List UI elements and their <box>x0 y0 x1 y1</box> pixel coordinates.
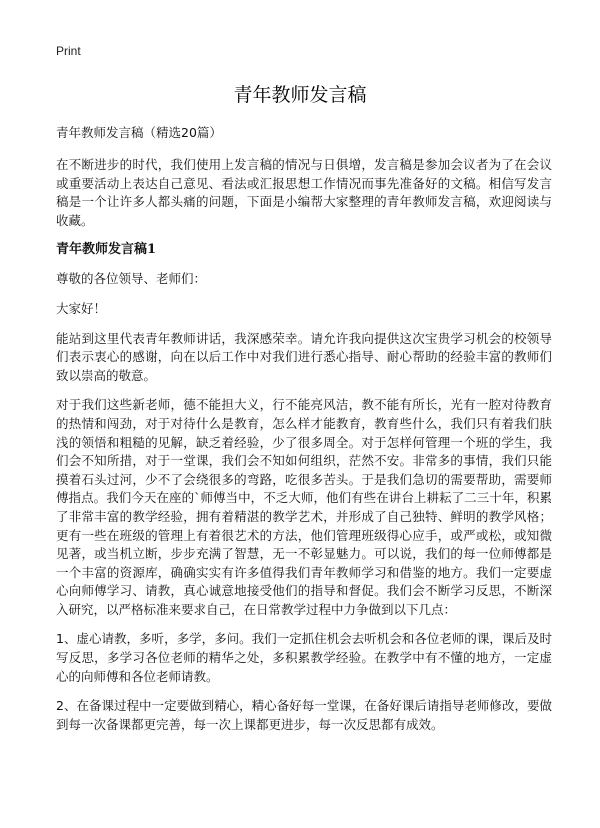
paragraph-salutation: 尊敬的各位领导、老师们： <box>56 271 207 287</box>
page-title: 青年教师发言稿 <box>233 84 367 106</box>
paragraph-point-1: 1、虚心请教，多听，多学，多问。我们一定抓住机会去听机会和各位老师的课，课后及时写反思，多学习各位老师的精华之处，多积累教学经验。在教学中有不懂的地方，一定虚心的向师傅和各位老师请教。 <box>56 631 552 684</box>
intro-paragraph: 在不断进步的时代，我们使用上发言稿的情况与日俱增，发言稿是参加会议者为了在会议或重要活动上表达自己意见、看法或汇报思想工作情况而事先准备好的文稿。相信写发言稿是一个让许多人都头痛的问题，下面是小编帮大家整理的青年教师发言稿，欢迎阅读与收藏。 <box>56 157 552 228</box>
document-subtitle: 青年教师发言稿（精选20篇） <box>56 125 222 140</box>
paragraph-main: 对于我们这些新老师，德不能担大义，行不能亮风洁，教不能有所长，光有一腔对待教育的热情和闯劲，对于对待什么是教育，怎么样才能教育，教育些什么，我们只有着我们肤浅的领悟和粗糙的见解，缺乏着经验，少了很多周全。对于怎样何管理一个班的学生，我们会不知所措，对于一堂课，我们会不知如何组织，茫然不安。非常多的事情，我们只能摸着石头过河，少不了会绕很多的弯路，吃很多苦头。于是我们急切的需要帮助，需要师傅指点。我们今天在座的`师傅当中，不乏大师，他们有些在讲台上耕耘了二三十年，积累了非常丰富的教学经验，拥有着精湛的教学艺术，并形成了自己独特、鲜明的教学风格；更有一些在班级的管理上有着很艺术的方法，他们管理班级得心应手，或严或松，或知微见著，或当机立断，步步充满了智慧，无一不彰显魅力。可以说，我们的每一位师傅都是一个丰富的资源库，确确实实有许多值得我们青年教师学习和借鉴的地方。我们一定要虚心向师傅学习、请教，真心诚意地接受他们的指导和督促。我们会不断学习反思，不断深入研究，以严格标准来要求自己，在日常教学过程中力争做到以下几点： <box>56 397 552 617</box>
paragraph-greeting: 大家好！ <box>56 300 107 316</box>
paragraph-point-2: 2、在备课过程中一定要做到精心，精心备好每一堂课，在备好课后请指导老师修改，要做到每一次备课都更完善，每一次上课都更进步，每一次反思都有成效。 <box>56 698 552 732</box>
section-heading: 青年教师发言稿1 <box>56 242 157 258</box>
document-body <box>56 124 552 745</box>
print-link[interactable]: Print <box>56 44 81 58</box>
paragraph-thanks: 能站到这里代表青年教师讲话，我深感荣幸。请允许我向提供这次宝贵学习机会的校领导们表示衷心的感谢，向在以后工作中对我们进行悉心指导、耐心帮助的经验丰富的教师们致以崇高的敬意。 <box>56 330 552 383</box>
